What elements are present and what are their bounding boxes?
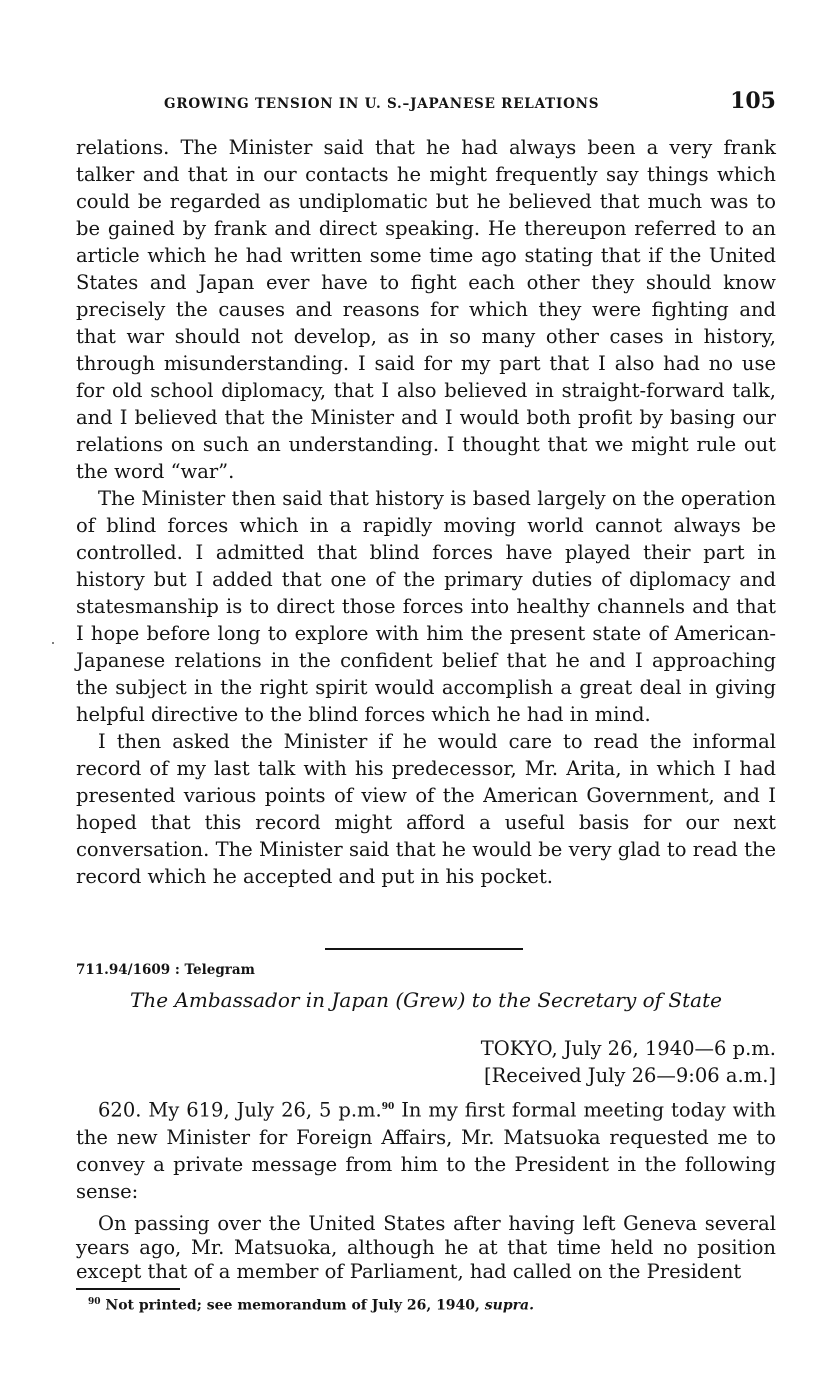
paragraph-lead: 620. My 619, July 26, 5 p.m. bbox=[98, 1098, 382, 1122]
message-quote bbox=[76, 1212, 776, 1284]
page-number: 105 bbox=[730, 88, 776, 114]
margin-mark bbox=[52, 642, 54, 644]
paragraph: relations. The Minister said that he had always been a very frank talker and that in our contacts he might frequently say things which could be regarded as undiplomatic but he believed that much was to be gained by frank and direct speaking. He thereupon referred to an article which he had written some time ago stating that if the United States and Japan ever have to fight each other they should know precisely the causes and reasons for which they were fighting and that war should not develop, as in so many other cases in history, through misunderstanding. I said for my part that I also had no use for old school diplomacy, that I also believed in straight-forward talk, and I believed that the Minister and I would both profit by basing our relations on such an understanding. I thought that we might rule out the word “war”. bbox=[76, 136, 776, 483]
dateline: TOKYO, July 26, 1940—6 p.m. bbox=[480, 1037, 776, 1060]
paragraph: The Minister then said that history is based largely on the operation of blind forces which in a rapidly moving world cannot always be controlled. I admitted that blind forces have played their part in history but I added that one of the primary duties of diplomacy and statesmanship is to direct those forces into healthy channels and that I hope before long to explore with him the present state of American-Japanese relations in the confident belief that he and I approaching the subject in the right spirit would accomplish a great deal in giving helpful directive to the blind forces which he had in mind. bbox=[76, 487, 776, 726]
continued-text bbox=[76, 134, 776, 890]
paragraph bbox=[76, 1094, 776, 1205]
document-title: The Ambassador in Japan (Grew) to the Secretary of State bbox=[130, 988, 722, 1012]
footnote-divider bbox=[76, 1288, 180, 1290]
running-head bbox=[76, 88, 776, 118]
running-title: GROWING TENSION IN U. S.–JAPANESE RELATIONS bbox=[164, 96, 600, 112]
footnote-text: Not printed; see memorandum of July 26, 1940, bbox=[105, 1297, 485, 1314]
telegram-body bbox=[76, 1094, 776, 1205]
paragraph-rest: In my first formal meeting today with the new Minister for Foreign Affairs, Mr. Matsuoka requested me to convey a private message from him to the President in the following sense: bbox=[76, 1098, 776, 1203]
paragraph: I then asked the Minister if he would care to read the informal record of my last talk with his predecessor, Mr. Arita, in which I had presented various points of view of the American Government, and I hoped that this record might afford a useful basis for our next conversation. The Minister said that he would be very glad to read the record which he accepted and put in his pocket. bbox=[76, 730, 776, 888]
paragraph: On passing over the United States after having left Geneva several years ago, Mr. Matsuoka, although he at that time held no position except that of a member of Parliament, had called on the President bbox=[76, 1212, 776, 1283]
file-reference: 711.94/1609 : Telegram bbox=[76, 962, 255, 978]
footnote-supra: supra. bbox=[484, 1297, 534, 1314]
received-line: [Received July 26—9:06 a.m.] bbox=[483, 1064, 776, 1087]
footnote bbox=[88, 1297, 534, 1314]
footnote-mark: 90 bbox=[88, 1297, 101, 1307]
section-divider bbox=[325, 948, 523, 950]
footnote-reference: 90 bbox=[381, 1102, 395, 1112]
